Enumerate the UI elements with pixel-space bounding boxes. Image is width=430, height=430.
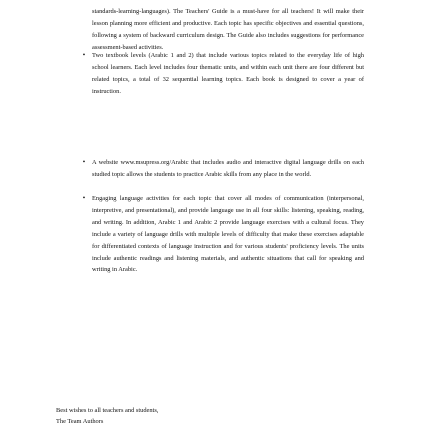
bullet-text: Engaging language activities for each topic that cover all modes of communication (interpersonal, interpretive, and presentational), and provide language use in all four skills: listening, speaking, reading, and writing. In addition, Arabic 1 and Arabic 2 provide language exercises with a cultural focus. They include a variety of language drills with multiple levels of difficulty that make these exercises adaptable for differentiated contexts of language instruction and for various students' proficiency levels. The units include authentic readings and listening materials, and authentic situations that call for speaking and writing in Arabic.	[92, 195, 364, 274]
bullet-text: Two textbook levels (Arabic 1 and 2) that include various topics related to the everyday life of high school learners. Each level includes four thematic units, and within each unit there are four different but related topics, a total of 32 sequential learning topics. Each book is designed to cover a year of instruction.	[92, 52, 364, 95]
closing-authors: The Team Authors	[56, 418, 104, 425]
bullet-mark: •	[82, 51, 86, 59]
bullet-item-textbooks	[76, 50, 364, 157]
bullet-text: A website www.msupress.org/Arabic that includes audio and interactive digital language drills on each studied topic allows the students to practice Arabic skills from any place in the world.	[92, 159, 364, 178]
bullet-item-website	[76, 157, 364, 193]
bullet-mark: •	[82, 194, 86, 202]
bullet-item-activities	[76, 193, 364, 276]
continuation-paragraph: standards-learning-languages). The Teachers' Guide is a must-have for all teachers! It will make their lesson planning more efficient and productive. Each topic has specific objectives and essential questions, following a system of backward curriculum design. The Guide also includes suggestions for performance assessment-based activities.	[92, 8, 364, 51]
feature-bullet-list	[76, 50, 364, 276]
closing-signature	[56, 405, 356, 427]
closing-wishes: Best wishes to all teachers and students,	[56, 407, 159, 414]
bullet-mark: •	[82, 158, 86, 166]
